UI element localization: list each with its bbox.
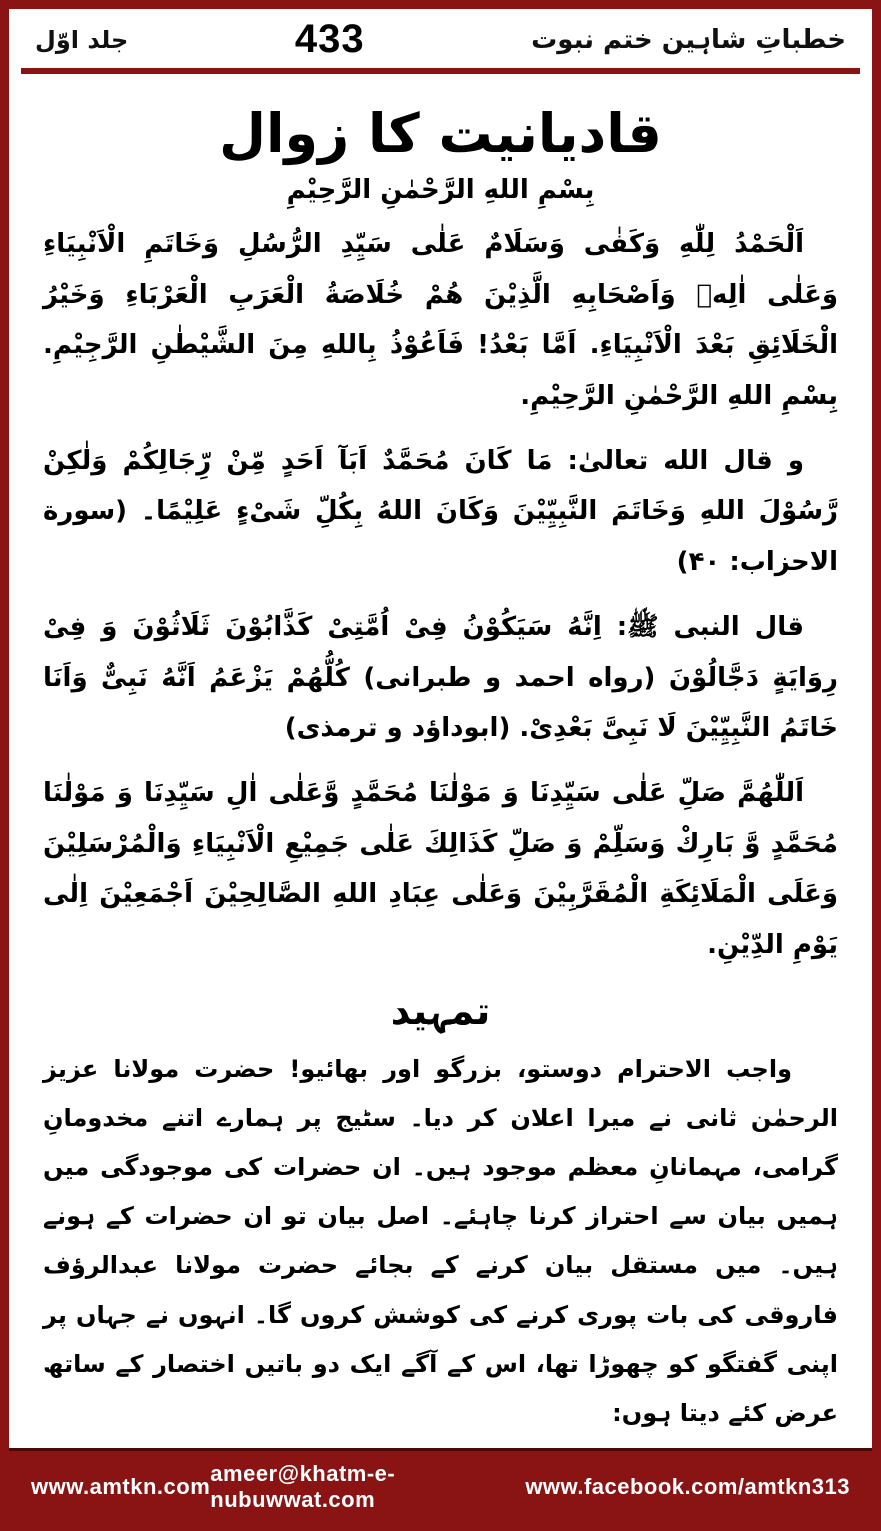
page-content xyxy=(9,74,872,1448)
footer-bar xyxy=(9,1448,872,1523)
book-title: خطباتِ شاہین ختم نبوت xyxy=(531,24,846,55)
footer-website-link: www.amtkn.com xyxy=(31,1474,211,1500)
page-title: قادیانیت کا زوال xyxy=(219,102,662,165)
urdu-paragraph-intro: واجب الاحترام دوستو، بزرگو اور بھائیو! حضرت مولانا عزیز الرحمٰن ثانی نے میرا اعلان کر دیا۔ سٹیج پر ہمارے اتنے مخدومانِ گرامی، مہمانانِ معظم موجود ہیں۔ ان حضرات کی موجودگی میں ہمیں بیان سے احتراز کرنا چاہئے۔ اصل بیان تو ان حضرات کے ہونے ہیں۔ میں مستقل بیان کرنے کے بجائے حضرت مولانا عبدالرؤف فاروقی کی بات پوری کرنے کی کوشش کروں گا۔ انہوں نے جہاں پر اپنی گفتگو کو چھوڑا تھا، اس کے آگے ایک دو باتیں اختصار کے ساتھ عرض کئے دیتا ہوں: xyxy=(43,1054,838,1427)
footer-email-link: ameer@khatm-e-nubuwwat.com xyxy=(210,1461,396,1513)
arabic-paragraph-hamd: اَلْحَمْدُ لِلّٰهِ وَكَفٰى وَسَلَامٌ عَلٰى سَيِّدِ الرُّسُلِ وَخَاتَمِ الْاَنْبِيَاءِ وَعَلٰى اٰلِهٖ وَاَصْحَابِهِ الَّذِيْنَ هُمْ خُلَاصَةُ الْعَرَبِ الْعَرْبَاءِ وَخَيْرُ الْخَلَائِقِ بَعْدَ الْاَنْبِيَاءِ. اَمَّا بَعْدُ! فَاَعُوْذُ بِاللهِ مِنَ الشَّيْطٰنِ الرَّجِيْمِ. بِسْمِ اللهِ الرَّحْمٰنِ الرَّحِيْمِ. xyxy=(43,229,838,412)
arabic-paragraph-hadith: قال النبی ﷺ: اِنَّهُ سَيَكُوْنُ فِیْ اُمَّتِیْ كَذَّابُوْنَ ثَلَاثُوْنَ وَ فِیْ رِوَايَةٍ دَجَّالُوْنَ (رواه احمد و طبرانی) كُلُّهُمْ يَزْعَمُ اَنَّهُ نَبِیٌّ وَاَنَا خَاتَمُ النَّبِيِّيْنَ لَا نَبِیَّ بَعْدِیْ. (ابوداؤد و ترمذی) xyxy=(43,611,838,744)
page-number: 433 xyxy=(294,17,365,61)
arabic-paragraph-durood: اَللّٰهُمَّ صَلِّ عَلٰى سَيِّدِنَا وَ مَوْلٰنَا مُحَمَّدٍ وَّعَلٰى اٰلِ سَيِّدِنَا وَ مَوْلٰنَا مُحَمَّدٍ وَّ بَارِكْ وَسَلِّمْ وَ صَلِّ كَذَالِكَ عَلٰى جَمِيْعِ الْاَنْبِيَاءِ وَالْمُرْسَلِيْنَ وَعَلَى الْمَلَائِكَةِ الْمُقَرَّبِيْنَ وَعَلٰى عِبَادِ اللهِ الصَّالِحِيْنَ اَجْمَعِيْنَ اِلٰى يَوْمِ الدِّيْنِ. xyxy=(43,777,838,960)
volume-label: جلد اوّل xyxy=(35,25,129,54)
arabic-paragraph-quran-verse: و قال الله تعالیٰ: مَا كَانَ مُحَمَّدٌ اَبَآ اَحَدٍ مِّنْ رِّجَالِكُمْ وَلٰكِنْ رَّسُوْلَ اللهِ وَخَاتَمَ النَّبِيِّيْنَ وَكَانَ اللهُ بِكُلِّ شَیْءٍ عَلِيْمًا۔ (سورة الاحزاب: ۴۰) xyxy=(43,445,838,578)
footer-facebook-link: www.facebook.com/amtkn313 xyxy=(525,1474,850,1500)
section-heading-tamheed: تمہید xyxy=(390,988,491,1033)
bismillah-calligraphy: بِسْمِ اللهِ الرَّحْمٰنِ الرَّحِيْمِ xyxy=(286,175,595,205)
page-header xyxy=(9,9,872,66)
